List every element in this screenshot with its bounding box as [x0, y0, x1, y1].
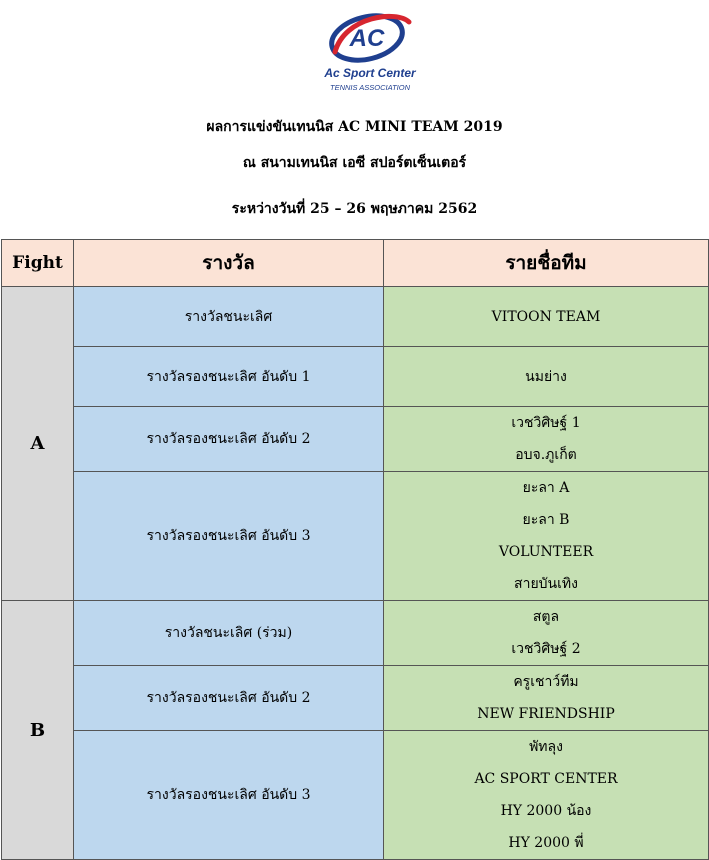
- team-name: พัทลุง: [529, 739, 563, 755]
- prize-cell: รางวัลรองชนะเลิศ อันดับ 2: [74, 666, 384, 731]
- results-table: [1, 239, 709, 860]
- prize-cell: รางวัลชนะเลิศ: [74, 287, 384, 347]
- team-name: นมย่าง: [525, 368, 567, 385]
- fight-group-label: B: [2, 601, 74, 860]
- team-cell: [384, 666, 709, 731]
- logo-tagline: TENNIS ASSOCIATION: [329, 83, 411, 92]
- team-name: ยะลา A: [522, 480, 570, 496]
- table-row: [2, 601, 709, 666]
- event-dates: ระหว่างวันที่ 25 – 26 พฤษภาคม 2562: [231, 201, 478, 217]
- prize-cell: รางวัลชนะเลิศ (ร่วม): [74, 601, 384, 666]
- prize-cell: รางวัลรองชนะเลิศ อันดับ 3: [74, 472, 384, 601]
- table-row: [2, 666, 709, 731]
- team-name: VITOON TEAM: [491, 308, 601, 325]
- team-cell: [384, 347, 709, 407]
- team-name: เวชวิศิษฐ์ 2: [511, 641, 581, 657]
- prize-cell: รางวัลรองชนะเลิศ อันดับ 3: [74, 731, 384, 860]
- table-row: [2, 287, 709, 347]
- table-row: [2, 472, 709, 601]
- team-name: AC SPORT CENTER: [474, 771, 618, 787]
- team-name: ครูเชาว์ทีม: [513, 674, 579, 690]
- team-name: สตูล: [532, 609, 560, 625]
- team-name: VOLUNTEER: [498, 544, 594, 560]
- prize-cell: รางวัลรองชนะเลิศ อันดับ 2: [74, 407, 384, 472]
- column-header-prize: รางวัล: [74, 240, 384, 287]
- team-name: สายบันเทิง: [514, 576, 578, 592]
- table-header-row: [2, 240, 709, 287]
- column-header-team: รายชื่อทีม: [384, 240, 709, 287]
- event-venue: ณ สนามเทนนิส เอซี สปอร์ตเซ็นเตอร์: [242, 155, 467, 171]
- logo-name: Ac Sport Center: [324, 66, 416, 80]
- team-cell: [384, 407, 709, 472]
- team-cell: [384, 287, 709, 347]
- team-name: เวชวิศิษฐ์ 1: [511, 415, 581, 431]
- ac-sport-center-logo: [305, 8, 435, 96]
- table-row: [2, 407, 709, 472]
- column-header-fight: Fight: [2, 240, 74, 287]
- table-row: [2, 731, 709, 860]
- team-cell: [384, 472, 709, 601]
- team-name: NEW FRIENDSHIP: [477, 706, 615, 722]
- team-name: ยะลา B: [522, 512, 570, 528]
- team-cell: [384, 601, 709, 666]
- team-name: HY 2000 พี่: [508, 835, 584, 851]
- fight-group-label: A: [2, 287, 74, 601]
- team-cell: [384, 731, 709, 860]
- logo-initials: AC: [349, 25, 385, 52]
- team-name: HY 2000 น้อง: [500, 803, 592, 819]
- prize-cell: รางวัลรองชนะเลิศ อันดับ 1: [74, 347, 384, 407]
- event-title: ผลการแข่งขันเทนนิส AC MINI TEAM 2019: [206, 119, 503, 135]
- team-name: อบจ.ภูเก็ต: [515, 447, 577, 463]
- table-row: [2, 347, 709, 407]
